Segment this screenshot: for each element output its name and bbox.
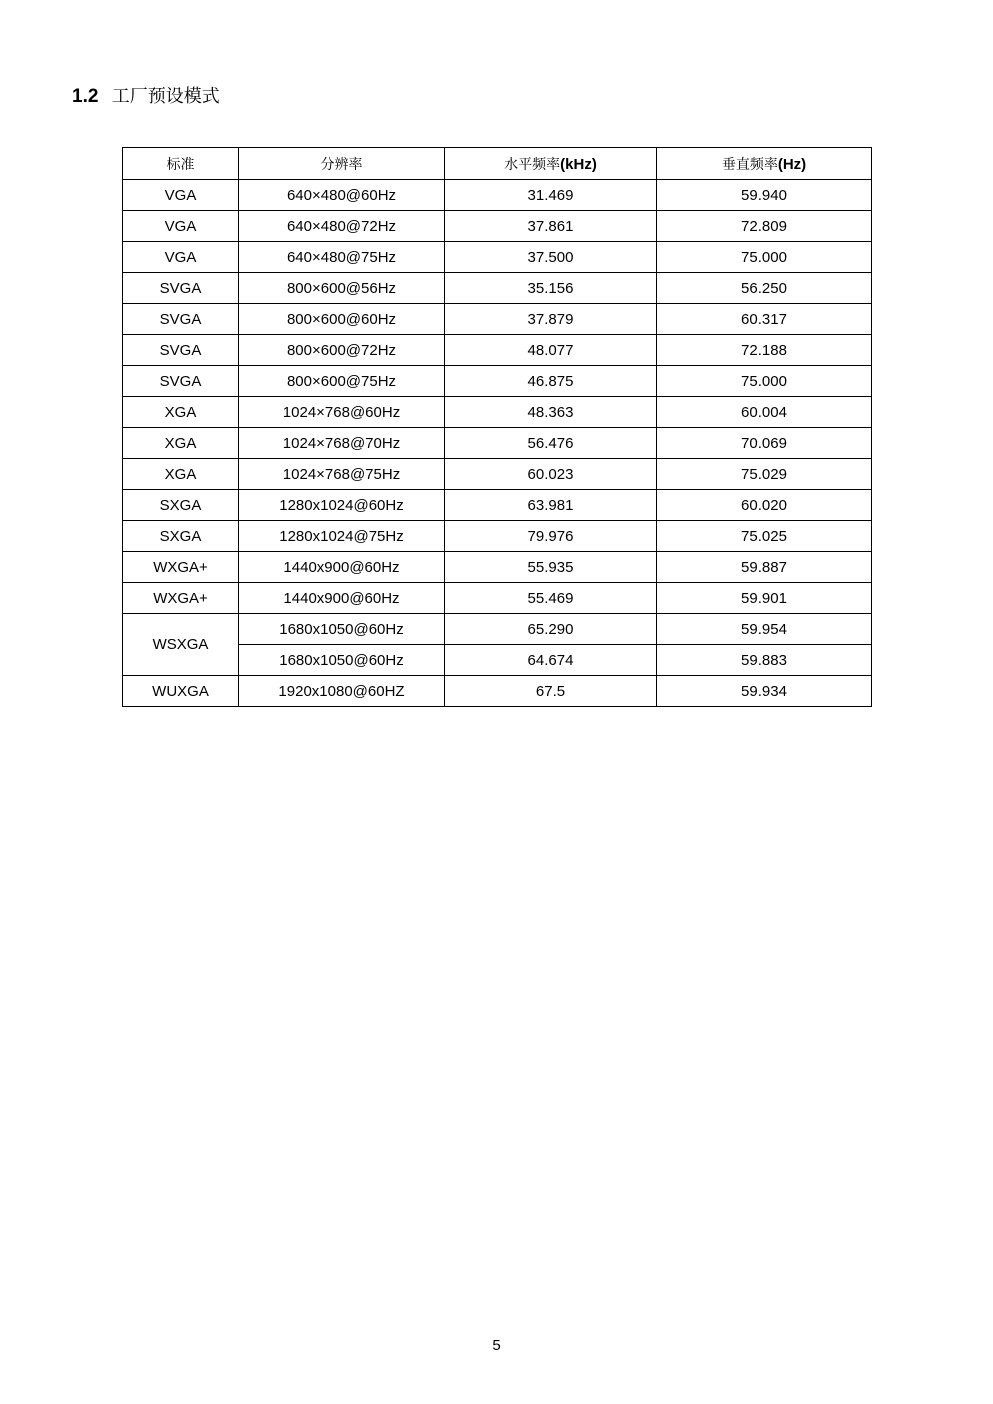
table-row bbox=[123, 552, 872, 583]
table-row bbox=[123, 366, 872, 397]
cell-standard: XGA bbox=[123, 459, 239, 490]
header-standard: 标准 bbox=[123, 148, 239, 180]
cell-horizontal-frequency: 37.879 bbox=[445, 304, 657, 335]
table-row bbox=[123, 676, 872, 707]
cell-standard: XGA bbox=[123, 428, 239, 459]
header-vertical-frequency: 垂直频率(Hz) bbox=[657, 148, 872, 180]
cell-horizontal-frequency: 37.861 bbox=[445, 211, 657, 242]
cell-standard: SVGA bbox=[123, 304, 239, 335]
cell-resolution: 1920x1080@60HZ bbox=[239, 676, 445, 707]
cell-vertical-frequency: 72.188 bbox=[657, 335, 872, 366]
cell-vertical-frequency: 60.020 bbox=[657, 490, 872, 521]
table-row bbox=[123, 459, 872, 490]
cell-horizontal-frequency: 48.363 bbox=[445, 397, 657, 428]
cell-vertical-frequency: 59.883 bbox=[657, 645, 872, 676]
cell-vertical-frequency: 75.000 bbox=[657, 366, 872, 397]
cell-horizontal-frequency: 31.469 bbox=[445, 180, 657, 211]
cell-horizontal-frequency: 35.156 bbox=[445, 273, 657, 304]
cell-resolution: 1440x900@60Hz bbox=[239, 552, 445, 583]
section-number: 1.2 bbox=[72, 86, 99, 107]
table-header-row bbox=[123, 148, 872, 180]
cell-vertical-frequency: 75.000 bbox=[657, 242, 872, 273]
cell-vertical-frequency: 70.069 bbox=[657, 428, 872, 459]
table-row bbox=[123, 273, 872, 304]
cell-standard: SXGA bbox=[123, 490, 239, 521]
cell-standard: SVGA bbox=[123, 366, 239, 397]
cell-horizontal-frequency: 67.5 bbox=[445, 676, 657, 707]
page-number: 5 bbox=[492, 1337, 501, 1354]
table-row bbox=[123, 614, 872, 645]
cell-vertical-frequency: 59.934 bbox=[657, 676, 872, 707]
table-row bbox=[123, 490, 872, 521]
table-row bbox=[123, 397, 872, 428]
cell-vertical-frequency: 56.250 bbox=[657, 273, 872, 304]
cell-resolution: 1680x1050@60Hz bbox=[239, 645, 445, 676]
cell-horizontal-frequency: 64.674 bbox=[445, 645, 657, 676]
header-horizontal-frequency: 水平频率(kHz) bbox=[445, 148, 657, 180]
cell-resolution: 1024×768@70Hz bbox=[239, 428, 445, 459]
table-row bbox=[123, 428, 872, 459]
cell-horizontal-frequency: 65.290 bbox=[445, 614, 657, 645]
cell-horizontal-frequency: 63.981 bbox=[445, 490, 657, 521]
table-row bbox=[123, 521, 872, 552]
cell-standard: VGA bbox=[123, 211, 239, 242]
cell-horizontal-frequency: 60.023 bbox=[445, 459, 657, 490]
table-row bbox=[123, 242, 872, 273]
cell-resolution: 1680x1050@60Hz bbox=[239, 614, 445, 645]
cell-resolution: 1024×768@60Hz bbox=[239, 397, 445, 428]
cell-standard: SVGA bbox=[123, 273, 239, 304]
cell-horizontal-frequency: 56.476 bbox=[445, 428, 657, 459]
cell-resolution: 800×600@56Hz bbox=[239, 273, 445, 304]
cell-standard: WSXGA bbox=[123, 614, 239, 676]
cell-resolution: 640×480@72Hz bbox=[239, 211, 445, 242]
header-resolution: 分辨率 bbox=[239, 148, 445, 180]
cell-resolution: 1024×768@75Hz bbox=[239, 459, 445, 490]
cell-vertical-frequency: 59.954 bbox=[657, 614, 872, 645]
table-row bbox=[123, 304, 872, 335]
cell-resolution: 800×600@72Hz bbox=[239, 335, 445, 366]
cell-standard: WXGA+ bbox=[123, 583, 239, 614]
cell-vertical-frequency: 60.317 bbox=[657, 304, 872, 335]
cell-vertical-frequency: 59.940 bbox=[657, 180, 872, 211]
table-row bbox=[123, 180, 872, 211]
cell-vertical-frequency: 72.809 bbox=[657, 211, 872, 242]
cell-standard: VGA bbox=[123, 180, 239, 211]
table-row bbox=[123, 211, 872, 242]
cell-vertical-frequency: 59.887 bbox=[657, 552, 872, 583]
cell-horizontal-frequency: 37.500 bbox=[445, 242, 657, 273]
cell-standard: VGA bbox=[123, 242, 239, 273]
cell-horizontal-frequency: 79.976 bbox=[445, 521, 657, 552]
cell-horizontal-frequency: 55.935 bbox=[445, 552, 657, 583]
cell-vertical-frequency: 75.025 bbox=[657, 521, 872, 552]
cell-vertical-frequency: 60.004 bbox=[657, 397, 872, 428]
table-row bbox=[123, 583, 872, 614]
cell-standard: WUXGA bbox=[123, 676, 239, 707]
cell-standard: XGA bbox=[123, 397, 239, 428]
cell-horizontal-frequency: 48.077 bbox=[445, 335, 657, 366]
cell-standard: SVGA bbox=[123, 335, 239, 366]
cell-horizontal-frequency: 55.469 bbox=[445, 583, 657, 614]
cell-standard: SXGA bbox=[123, 521, 239, 552]
cell-resolution: 1280x1024@75Hz bbox=[239, 521, 445, 552]
cell-vertical-frequency: 75.029 bbox=[657, 459, 872, 490]
cell-resolution: 1440x900@60Hz bbox=[239, 583, 445, 614]
section-heading bbox=[72, 82, 220, 108]
preset-modes-table bbox=[122, 147, 872, 707]
table-row bbox=[123, 335, 872, 366]
cell-resolution: 800×600@75Hz bbox=[239, 366, 445, 397]
cell-vertical-frequency: 59.901 bbox=[657, 583, 872, 614]
cell-horizontal-frequency: 46.875 bbox=[445, 366, 657, 397]
cell-standard: WXGA+ bbox=[123, 552, 239, 583]
section-title: 工厂预设模式 bbox=[111, 86, 220, 107]
cell-resolution: 1280x1024@60Hz bbox=[239, 490, 445, 521]
cell-resolution: 800×600@60Hz bbox=[239, 304, 445, 335]
cell-resolution: 640×480@60Hz bbox=[239, 180, 445, 211]
cell-resolution: 640×480@75Hz bbox=[239, 242, 445, 273]
